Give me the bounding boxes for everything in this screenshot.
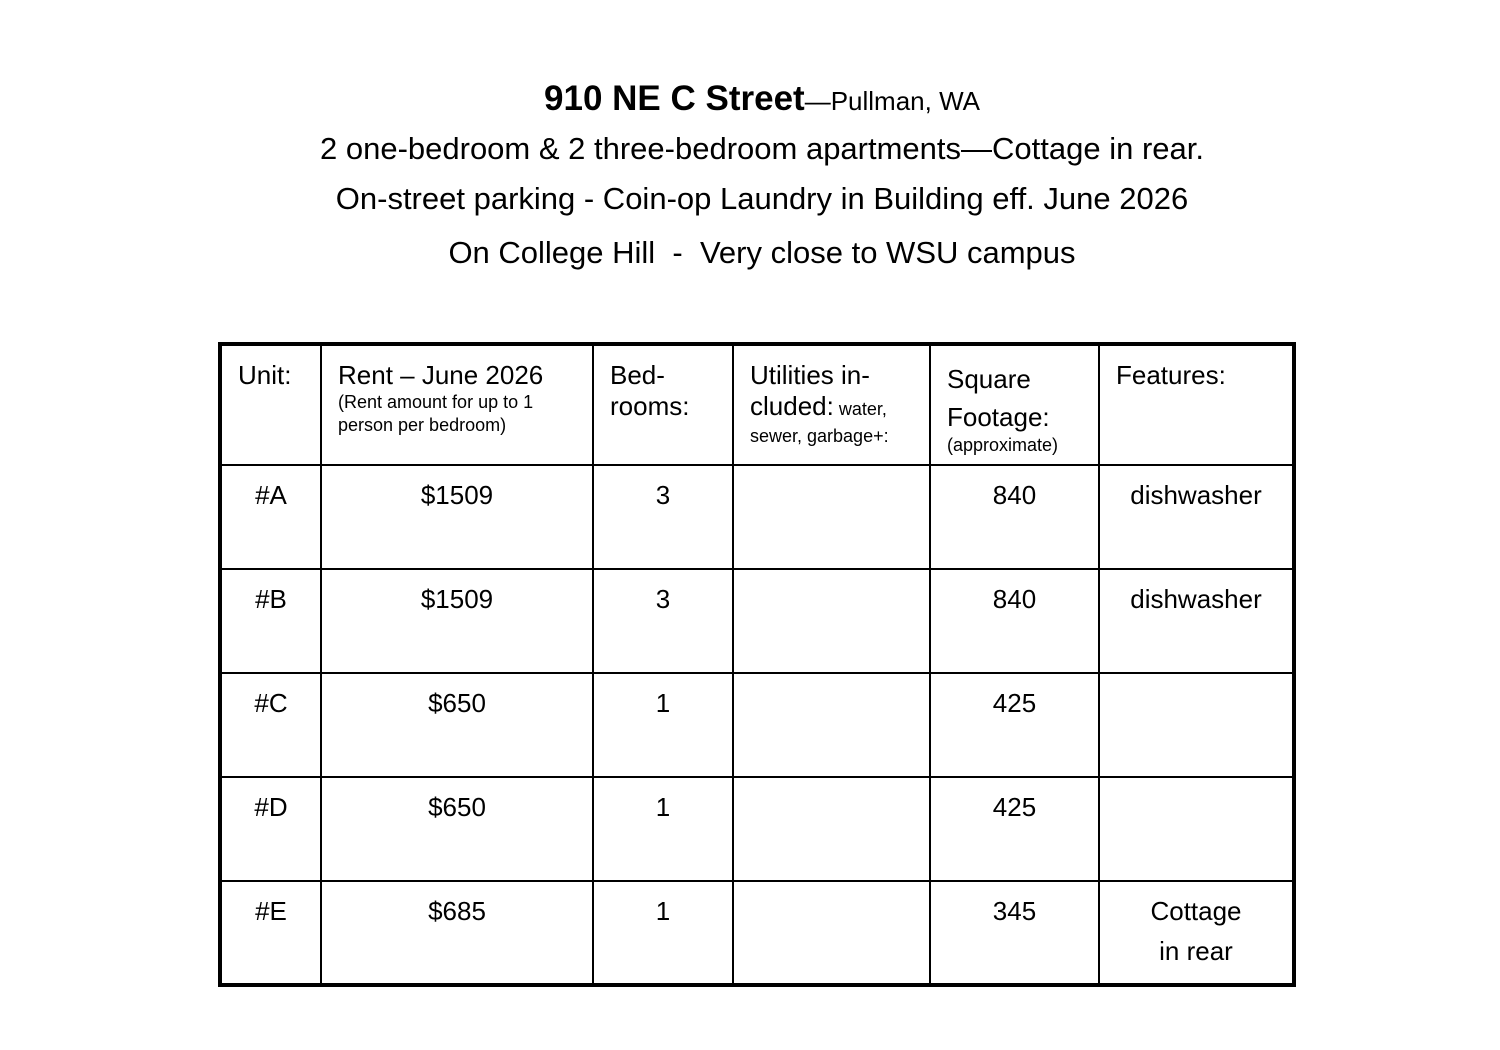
rent-cell: $1509 [321,465,593,569]
utilities-cell [733,881,930,985]
location-summary: On College Hill - Very close to WSU campus [448,235,1076,270]
bedrooms-column-header [593,344,733,465]
sqft-cell: 425 [930,673,1099,777]
property-address: 910 NE C Street [544,79,805,118]
unit-cell: #B [220,569,321,673]
apartments-summary: 2 one-bedroom & 2 three-bedroom apartments—Cottage in rear. [320,131,1204,166]
bedrooms-header-label: Bed- [610,360,665,390]
sqft-cell: 345 [930,881,1099,985]
features-cell [1099,881,1294,985]
unit-cell: #A [220,465,321,569]
sqft-cell: 840 [930,569,1099,673]
rent-cell: $1509 [321,569,593,673]
bedrooms-cell: 1 [593,881,733,985]
amenities-summary: On-street parking - Coin-op Laundry in Building eff. June 2026 [335,181,1189,216]
unit-cell: #C [220,673,321,777]
sqft-cell: 840 [930,465,1099,569]
features-text-2: in rear [1159,936,1233,966]
features-text: dishwasher [1130,584,1262,614]
sqft-cell: 425 [930,777,1099,881]
features-cell [1099,673,1294,777]
bedrooms-cell: 1 [593,777,733,881]
table-row [220,673,1294,777]
title-separator: — [804,86,831,116]
features-header-label: Features: [1116,360,1226,390]
rent-cell: $685 [321,881,593,985]
utilities-cell [733,777,930,881]
table-row [220,777,1294,881]
features-text: Cottage [1150,896,1242,926]
square-header-label: Square [947,364,1031,394]
utilities-cell [733,673,930,777]
utilities-header-note-inline: water, [833,399,887,419]
unit-header-label: Unit: [238,360,292,390]
rent-header-label: Rent – June 2026 [338,360,544,390]
rent-column-header [321,344,593,465]
units-table [218,342,1296,987]
title-line [0,76,1500,124]
unit-cell: #D [220,777,321,881]
utilities-cell [733,569,930,673]
utilities-header-note: sewer, garbage+: [750,426,889,446]
square-header-label-2: Footage: [947,402,1050,432]
unit-column-header [220,344,321,465]
features-column-header [1099,344,1294,465]
rent-header-note: (Rent amount for up to 1 person per bedroom) [338,392,534,435]
unit-cell: #E [220,881,321,985]
rent-cell: $650 [321,777,593,881]
features-cell [1099,465,1294,569]
bedrooms-cell: 1 [593,673,733,777]
table-row [220,569,1294,673]
table-header-row [220,344,1294,465]
bedrooms-cell: 3 [593,465,733,569]
utilities-header-label: Utilities in- [750,360,870,390]
rent-cell: $650 [321,673,593,777]
table-row [220,465,1294,569]
square-header-note: (approximate) [947,435,1059,455]
features-cell [1099,777,1294,881]
table-row [220,881,1294,985]
bedrooms-cell: 3 [593,569,733,673]
utilities-cell [733,465,930,569]
features-cell [1099,569,1294,673]
features-text: dishwasher [1130,480,1262,510]
utilities-header-label-2: cluded: [750,391,834,421]
square-footage-column-header [930,344,1099,465]
bedrooms-header-label-2: rooms: [610,391,690,421]
property-city: Pullman, WA [830,86,980,116]
listing-header [0,76,1500,278]
utilities-column-header [733,344,930,465]
